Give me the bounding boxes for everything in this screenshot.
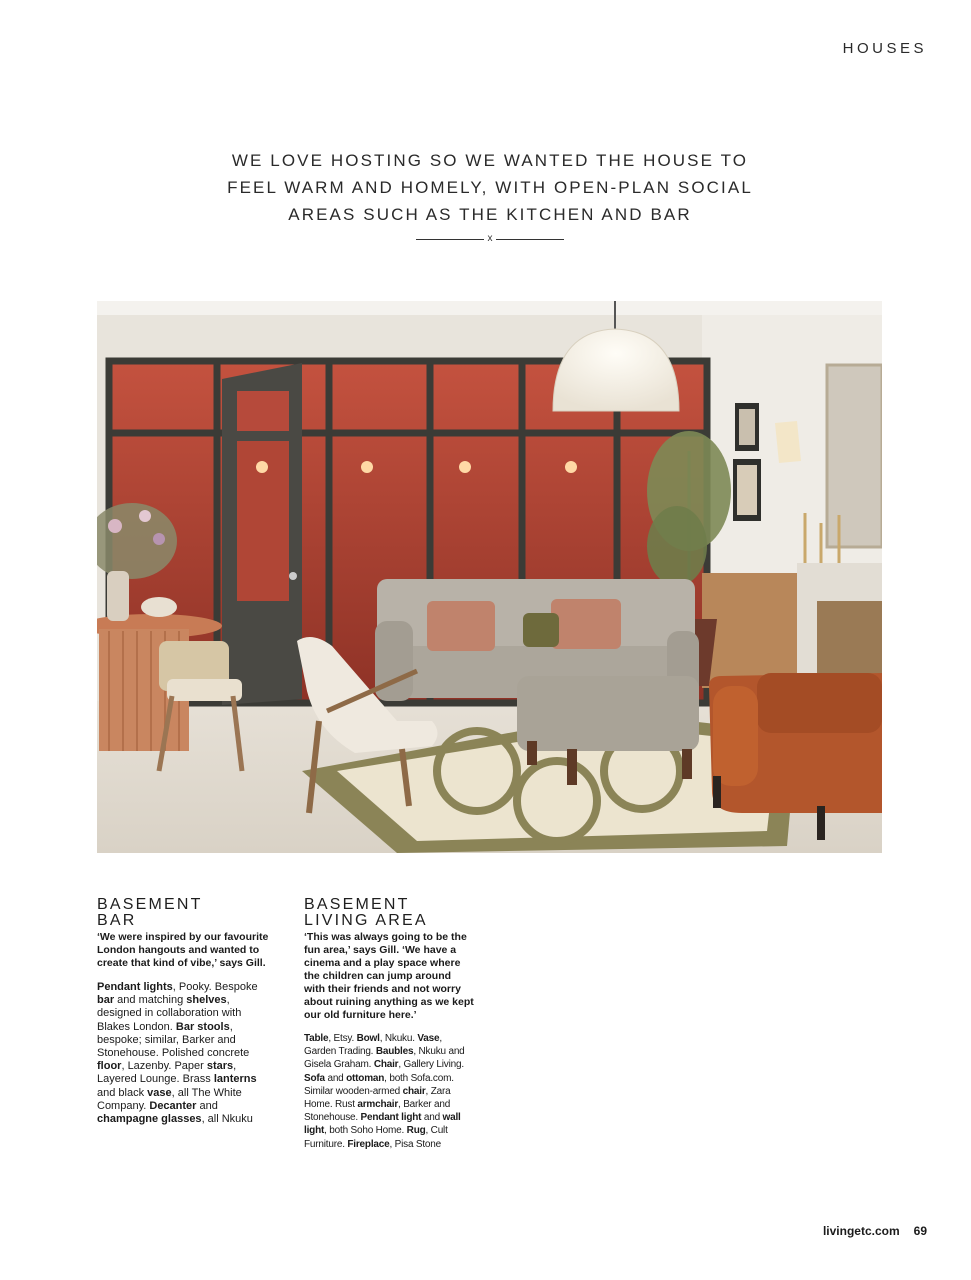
pull-quote-line: FEEL WARM AND HOMELY, WITH OPEN-PLAN SOCIAL xyxy=(227,178,753,197)
credit-item: floor xyxy=(97,1060,122,1073)
credit-text: , both Soho Home. xyxy=(324,1125,407,1137)
door-knob xyxy=(289,572,297,580)
credit-text: , Nkuku. xyxy=(379,1033,418,1044)
credit-text: and xyxy=(324,1072,347,1084)
credit-text: , Barker and Stonehouse. xyxy=(304,1099,451,1124)
site-url: livingetc.com xyxy=(822,1224,900,1238)
credit-item: lanterns xyxy=(213,1073,257,1086)
pull-quote-line: WE LOVE HOSTING SO WE WANTED THE HOUSE TO xyxy=(231,151,749,170)
credit-item: Rug xyxy=(406,1125,426,1137)
credit-item: armchair xyxy=(357,1099,399,1111)
caption-heading: BASEMENT BAR xyxy=(97,896,203,929)
credit-text: , all Nkuku xyxy=(201,1113,253,1126)
basement-photo xyxy=(97,301,882,853)
credit-text: and xyxy=(421,1112,443,1124)
credit-item: Sofa xyxy=(304,1072,325,1084)
page-footer xyxy=(823,1224,927,1238)
wall-sconce xyxy=(775,421,801,463)
credit-text: , Etsy. xyxy=(328,1033,357,1044)
page-number: 69 xyxy=(913,1224,927,1238)
section-label: HOUSES xyxy=(842,40,927,57)
credit-item: bar xyxy=(97,994,115,1007)
credit-text: , designed in collaboration with Blakes London. xyxy=(97,994,242,1033)
credit-item: Fireplace xyxy=(347,1138,390,1150)
caption-credits xyxy=(97,981,277,1126)
credit-item: Decanter xyxy=(149,1099,197,1112)
credit-text: , Garden Trading. xyxy=(304,1033,442,1058)
credit-text: and matching xyxy=(114,994,187,1007)
pull-quote-line: AREAS SUCH AS THE KITCHEN AND BAR xyxy=(288,205,692,224)
credit-text: , both Sofa.com. Similar wooden-armed xyxy=(304,1072,454,1097)
credit-text: , Gallery Living. xyxy=(398,1059,464,1071)
credit-text: and black xyxy=(97,1086,148,1099)
ceiling-cornice xyxy=(97,301,882,315)
room-illustration xyxy=(97,301,882,853)
credit-text: , Nkuku and Gisela Graham. xyxy=(304,1046,465,1071)
credit-text: , Cult Furniture. xyxy=(304,1125,448,1150)
mirror xyxy=(827,365,882,547)
caption-basement-living-area xyxy=(304,897,474,1151)
caption-basement-bar xyxy=(97,897,277,1126)
divider-mark: x xyxy=(484,233,496,245)
credit-item: vase xyxy=(147,1086,172,1099)
caption-heading: BASEMENT LIVING AREA xyxy=(304,896,428,929)
credit-text: , Zara Home. Rust xyxy=(304,1085,451,1111)
credit-item: Baubles xyxy=(375,1046,414,1058)
credit-item: champagne glasses xyxy=(97,1113,202,1126)
credit-item: ottoman xyxy=(346,1072,385,1084)
caption-quote: ‘This was always going to be the fun area,’ says Gill. ‘We have a cinema and a play space where the children can jump around with their friends and not worry about ruining anything as we kept our old furniture here.’ xyxy=(304,931,474,1021)
credit-item: Bowl xyxy=(356,1033,380,1044)
caption-credits xyxy=(304,1032,474,1151)
pull-quote xyxy=(190,147,790,228)
credit-item: Vase xyxy=(417,1033,440,1044)
caption-quote: ‘We were inspired by our favourite London hangouts and wanted to create that kind of vibe,’ says Gill. xyxy=(97,931,269,969)
credit-item: Pendant light xyxy=(360,1112,422,1124)
credit-text: , all The White Company. xyxy=(97,1086,242,1112)
credit-text: , Pisa Stone xyxy=(389,1138,442,1150)
credit-text: , bespoke; similar, Barker and Stonehouse. Polished concrete xyxy=(97,1020,250,1060)
credit-text: and xyxy=(196,1099,218,1112)
credit-item: Chair xyxy=(373,1059,399,1071)
credit-item: Table xyxy=(304,1033,329,1044)
credit-item: Pendant lights xyxy=(97,981,173,993)
credit-item: stars xyxy=(206,1060,234,1073)
credit-text: , Pooky. Bespoke xyxy=(172,981,258,993)
credit-item: wall light xyxy=(304,1112,461,1137)
credit-text: , Layered Lounge. Brass xyxy=(97,1060,237,1086)
credit-text: , Lazenby. Paper xyxy=(121,1060,207,1073)
credit-item: shelves xyxy=(186,994,227,1007)
credit-item: chair xyxy=(402,1085,426,1097)
credit-item: Bar stools xyxy=(175,1020,230,1033)
